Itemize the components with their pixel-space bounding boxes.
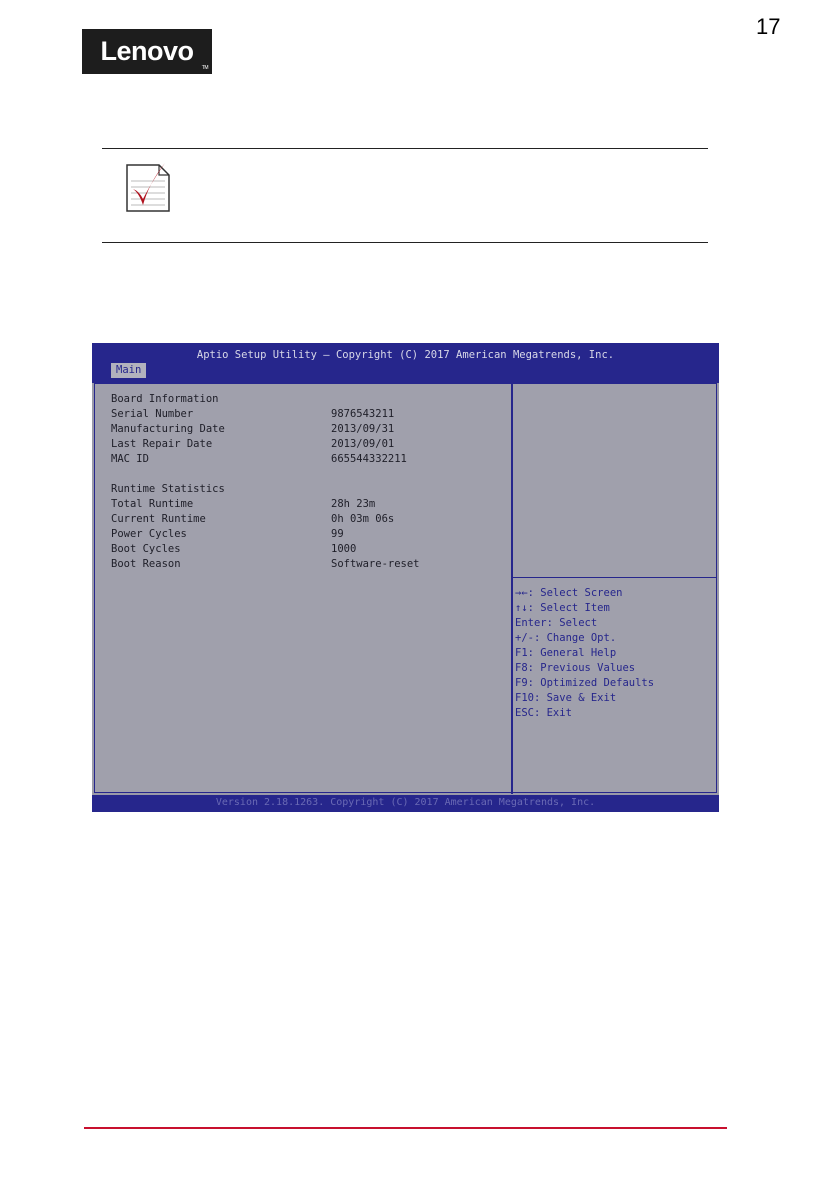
info-row	[111, 452, 407, 467]
section-heading: Board Information	[111, 393, 219, 405]
help-line: ESC: Exit	[515, 707, 572, 719]
info-value: 99	[331, 528, 344, 540]
info-row	[111, 512, 395, 527]
tab-main[interactable]: Main	[111, 363, 146, 378]
info-label: Total Runtime	[111, 498, 194, 510]
bios-header	[92, 343, 719, 383]
info-row	[111, 407, 395, 422]
info-label: Boot Reason	[111, 558, 181, 570]
section-heading: Runtime Statistics	[111, 483, 225, 495]
info-label: Serial Number	[111, 408, 194, 420]
logo-trademark: TM	[201, 65, 208, 71]
help-line: F9: Optimized Defaults	[515, 677, 655, 689]
bios-footer	[92, 795, 719, 812]
info-label: MAC ID	[111, 453, 149, 465]
panel-divider	[511, 384, 513, 794]
help-line: F10: Save & Exit	[515, 692, 617, 704]
lenovo-logo	[82, 29, 212, 74]
bios-main-panel	[94, 383, 717, 793]
info-label: Current Runtime	[111, 513, 206, 525]
info-value: 2013/09/31	[331, 423, 395, 435]
info-value: Software-reset	[331, 558, 420, 570]
info-row	[111, 437, 395, 452]
help-divider	[513, 577, 716, 578]
help-line: →←: Select Screen	[515, 587, 623, 599]
info-value: 1000	[331, 543, 357, 555]
checklist-note-icon	[125, 159, 171, 218]
note-bottom-rule	[102, 242, 708, 243]
info-value: 2013/09/01	[331, 438, 395, 450]
info-value: 28h 23m	[331, 498, 376, 510]
bios-title: Aptio Setup Utility – Copyright (C) 2017 American Megatrends, Inc.	[196, 349, 615, 361]
info-label: Power Cycles	[111, 528, 187, 540]
page-number: 17	[756, 14, 781, 39]
info-label: Last Repair Date	[111, 438, 213, 450]
info-row	[111, 527, 344, 542]
note-top-rule	[102, 148, 708, 149]
info-row	[111, 557, 420, 572]
info-label: Boot Cycles	[111, 543, 181, 555]
info-row	[111, 422, 395, 437]
help-line: F8: Previous Values	[515, 662, 636, 674]
footer-rule	[84, 1127, 727, 1129]
info-label: Manufacturing Date	[111, 423, 225, 435]
info-value: 9876543211	[331, 408, 395, 420]
help-line: +/-: Change Opt.	[515, 632, 617, 644]
help-line: F1: General Help	[515, 647, 617, 659]
info-value: 0h 03m 06s	[331, 513, 395, 525]
logo-text: Lenovo	[100, 36, 194, 66]
info-row	[111, 542, 357, 557]
bios-screenshot	[92, 343, 719, 812]
bios-version: Version 2.18.1263. Copyright (C) 2017 American Megatrends, Inc.	[215, 797, 596, 808]
help-line: ↑↓: Select Item	[515, 602, 610, 614]
help-line: Enter: Select	[515, 617, 598, 629]
info-row	[111, 497, 376, 512]
info-value: 665544332211	[331, 453, 407, 465]
